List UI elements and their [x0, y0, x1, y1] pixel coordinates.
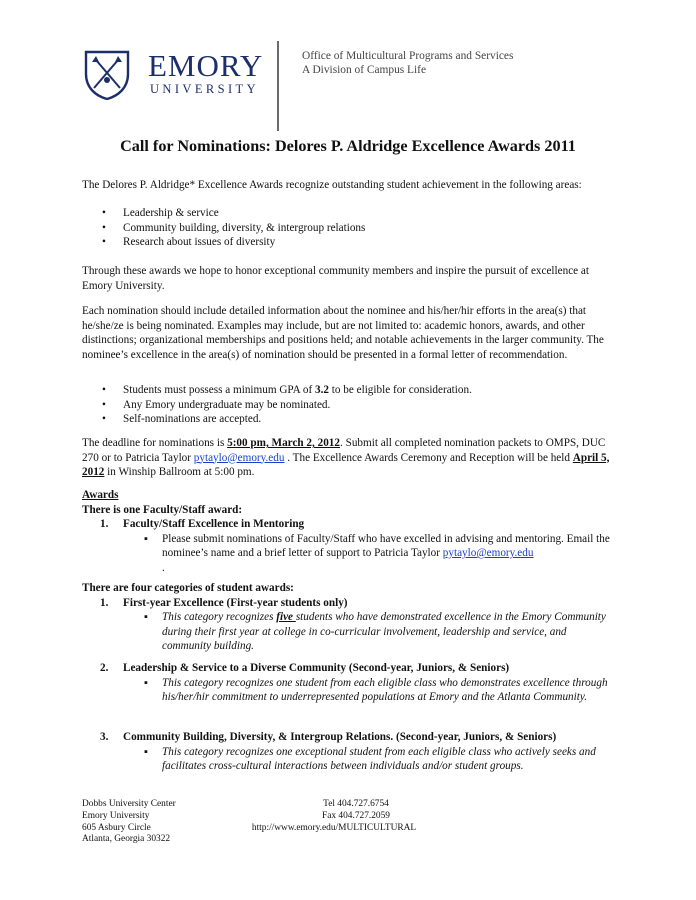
student-awards-section [82, 581, 614, 654]
awards-heading: Awards [82, 489, 119, 501]
office-line-1: Office of Multicultural Programs and Services [302, 50, 514, 62]
list-item: • Self-nominations are accepted. [82, 412, 614, 427]
footer-address [82, 799, 176, 846]
gpa-value: 3.2 [314, 384, 329, 396]
emory-shield-icon [84, 50, 130, 100]
faculty-award-title: 1. Faculty/Staff Excellence in Mentoring [100, 518, 305, 530]
student-award-title: 2. Leadership & Service to a Diverse Community (Second-year, Juniors, & Seniors) [100, 662, 510, 674]
list-item: • Leadership & service [82, 206, 614, 221]
address-line: Emory University [82, 810, 150, 821]
emory-logo [84, 44, 284, 102]
footer-fax: Fax 404.727.2059 [322, 810, 390, 821]
ceremony-date: April 5, 2012 [82, 451, 610, 478]
address-line: Dobbs University Center [82, 799, 176, 809]
student-award-title: 3. Community Building, Diversity, & Intergroup Relations. (Second-year, Juniors, & Seniors) [100, 731, 557, 743]
address-line: Atlanta, Georgia 30322 [82, 834, 171, 845]
honor-paragraph: Through these awards we hope to honor exceptional community members and inspire the pursuit of excellence at Emory University. [82, 265, 590, 292]
student-award-title: 1. First-year Excellence (First-year students only) [100, 596, 348, 609]
faculty-award-desc: ▪ Please submit nominations of Faculty/Staff who have excelled in advising and mentoring. Email the nominee’s name and a brief letter of support to Patricia Taylor pytaylo@emory.edu . [82, 532, 614, 576]
student-intro: There are four categories of student awards: [82, 582, 294, 594]
list-item: • Any Emory undergraduate may be nominated. [82, 398, 614, 413]
awards-section [82, 488, 614, 575]
list-item: • Research about issues of diversity [82, 235, 614, 250]
office-line-2: A Division of Campus Life [302, 63, 427, 76]
nomination-paragraph: Each nomination should include detailed information about the nominee and his/her/hir efforts in the area(s) that he/she/ze is being nominated. Examples may include, but are not limited to: academic honors, awards, and other distinctions; organizational memberships and positions held; and notable achievements in the larger community. The nominee’s excellence in the area(s) of nomination should be presented in a formal letter of recommendation. [82, 305, 604, 361]
footer-contact [236, 799, 432, 834]
student-award-desc: ▪ This category recognizes one exceptional student from each eligible class who actively seeks and facilitates cross-cultural interactions between individuals and/or student groups. [82, 745, 614, 774]
page-title: Call for Nominations: Delores P. Aldridge Excellence Awards 2011 [120, 137, 576, 155]
student-award-desc: ▪ This category recognizes one student from each eligible class who demonstrates excellence through his/her/hir commitment to underrepresented populations at Emory and the Atlanta Community. [82, 676, 614, 705]
office-name [302, 50, 513, 77]
deadline-paragraph: The deadline for nominations is 5:00 pm, March 2, 2012. Submit all completed nomination packets to OMPS, DUC 270 or to Patricia Taylor pytaylo@emory.edu . The Excellence Awards Ceremony and Reception will be held April 5, 2012 in Winship Ballroom at 5:00 pm. [82, 437, 610, 478]
list-item: • Community building, diversity, & intergroup relations [82, 221, 614, 236]
header-divider [277, 41, 279, 131]
areas-list [82, 206, 614, 250]
deadline-date: 5:00 pm, March 2, 2012 [227, 437, 340, 449]
student-award-3 [82, 730, 614, 774]
footer-url: http://www.emory.edu/MULTICULTURAL [251, 822, 417, 833]
list-item: • Students must possess a minimum GPA of 3.2 to be eligible for consideration. [82, 383, 614, 398]
address-line: 605 Asbury Circle [82, 822, 151, 833]
email-link[interactable]: pytaylo@emory.edu [442, 547, 534, 559]
email-link[interactable]: pytaylo@emory.edu [193, 451, 285, 464]
faculty-intro: There is one Faculty/Staff award: [82, 503, 243, 516]
footer-tel: Tel 404.727.6754 [323, 799, 389, 809]
intro-paragraph: The Delores P. Aldridge* Excellence Awards recognize outstanding student achievement in the following areas: [82, 179, 582, 191]
student-award-2 [82, 661, 614, 705]
eligibility-list [82, 383, 614, 427]
logo-subtitle: UNIVERSITY [150, 82, 259, 96]
logo-wordmark: EMORY [148, 48, 264, 83]
student-award-desc: ▪ This category recognizes five students who have demonstrated excellence in the Emory Community during their first year at college in co-curricular involvement, leadership and service, and community building. [82, 610, 614, 654]
